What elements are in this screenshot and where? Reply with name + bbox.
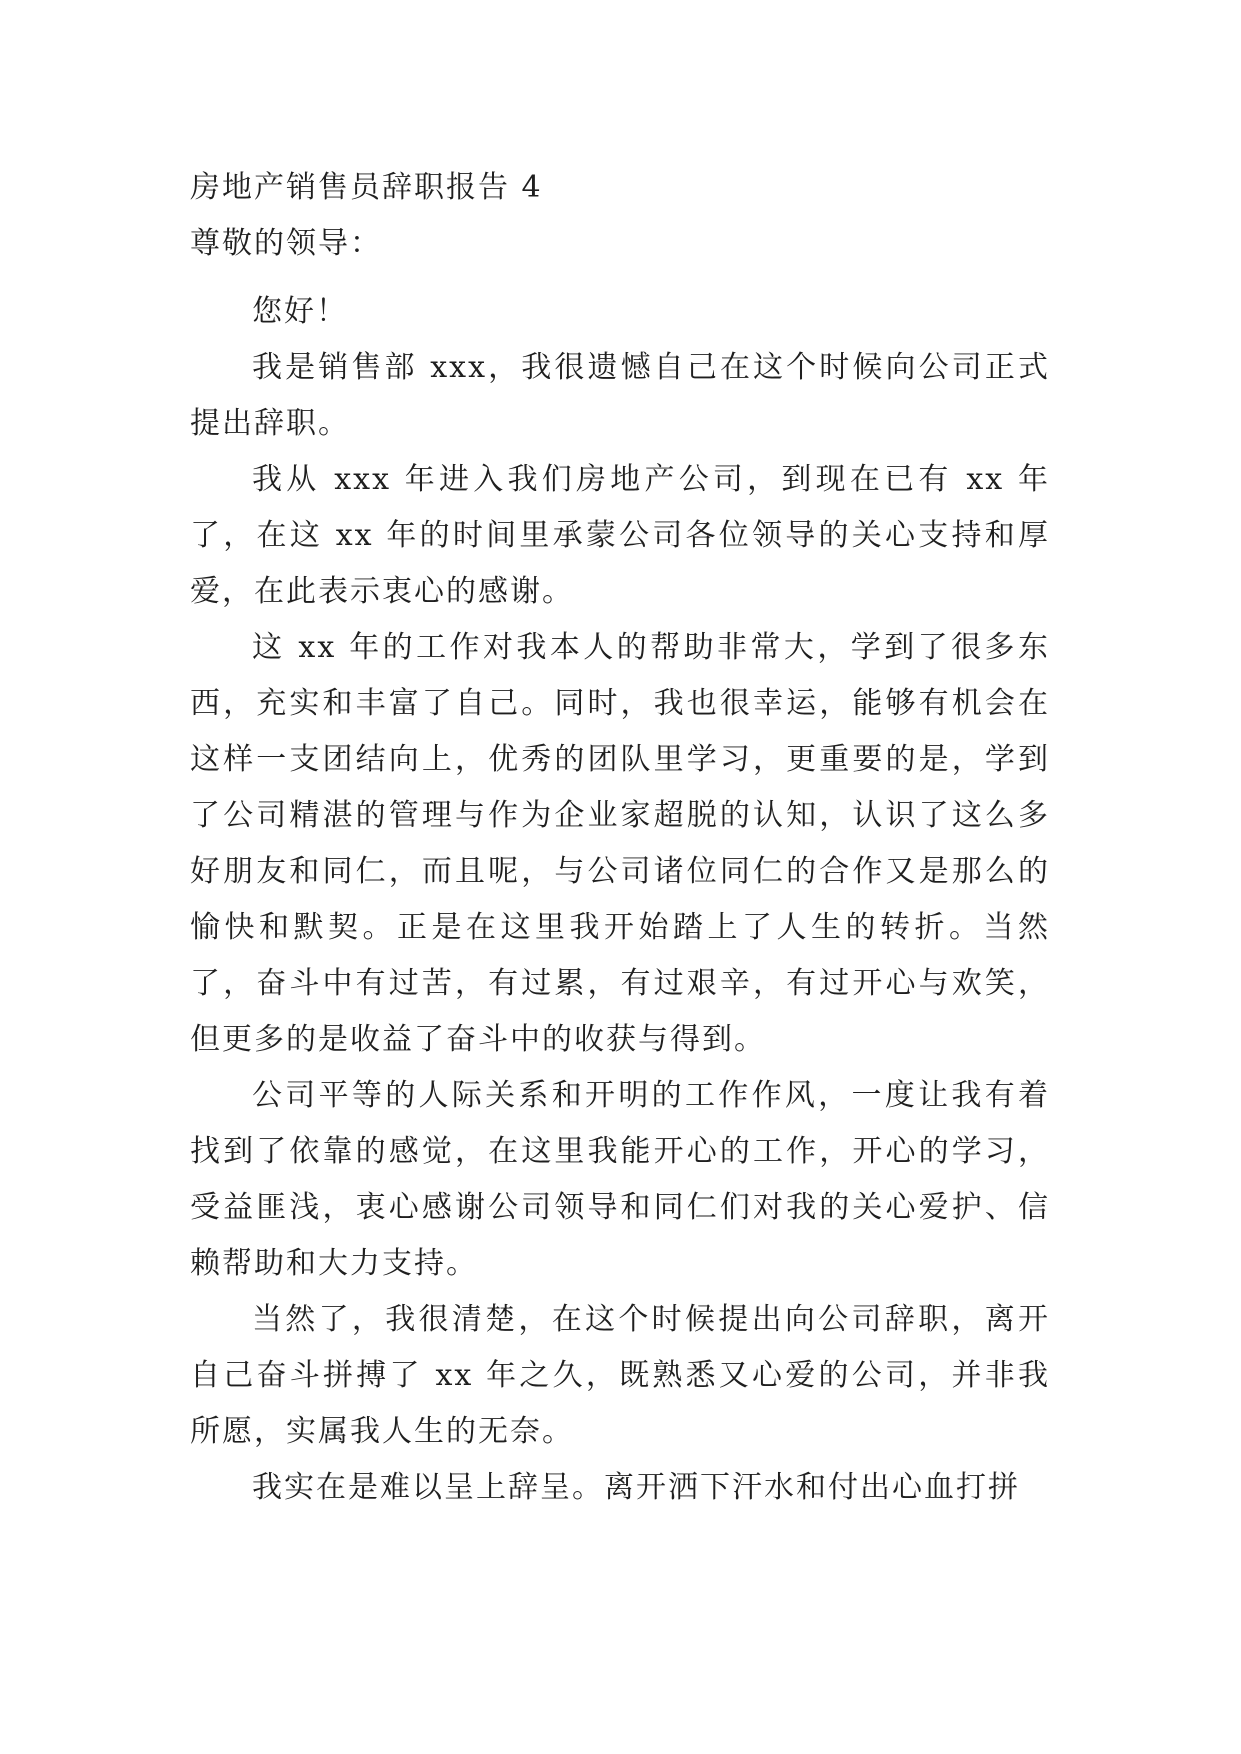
paragraph-greeting: 您好！ — [252, 294, 348, 329]
salutation: 尊敬的领导： — [190, 226, 382, 261]
paragraph-1: 我是销售部 xxx，我很遗憾自己在这个时候向公司正式提出辞职。 — [190, 350, 1050, 441]
paragraph-5: 当然了，我很清楚，在这个时候提出向公司辞职，离开自己奋斗拼搏了 xx 年之久，既熟悉又心爱的公司，并非我所愿，实属我人生的无奈。 — [190, 1302, 1050, 1449]
paragraph-6: 我实在是难以呈上辞呈。离开洒下汗水和付出心血打拼 — [252, 1470, 1020, 1505]
paragraph-4: 公司平等的人际关系和开明的工作作风，一度让我有着找到了依靠的感觉，在这里我能开心的工作，开心的学习，受益匪浅，衷心感谢公司领导和同仁们对我的关心爱护、信赖帮助和大力支持。 — [190, 1078, 1050, 1281]
paragraph-3: 这 xx 年的工作对我本人的帮助非常大，学到了很多东西，充实和丰富了自己。同时，我也很幸运，能够有机会在这样一支团结向上，优秀的团队里学习，更重要的是，学到了公司精湛的管理与作为企业家超脱的认知，认识了这么多好朋友和同仁，而且呢，与公司诸位同仁的合作又是那么的愉快和默契。正是在这里我开始踏上了人生的转折。当然了，奋斗中有过苦，有过累，有过艰辛，有过开心与欢笑，但更多的是收益了奋斗中的收获与得到。 — [190, 630, 1050, 1057]
document-title: 房地产销售员辞职报告 4 — [190, 170, 543, 205]
paragraph-2: 我从 xxx 年进入我们房地产公司，到现在已有 xx 年了，在这 xx 年的时间里承蒙公司各位领导的关心支持和厚爱，在此表示衷心的感谢。 — [190, 462, 1050, 609]
document-body — [190, 160, 1050, 1516]
